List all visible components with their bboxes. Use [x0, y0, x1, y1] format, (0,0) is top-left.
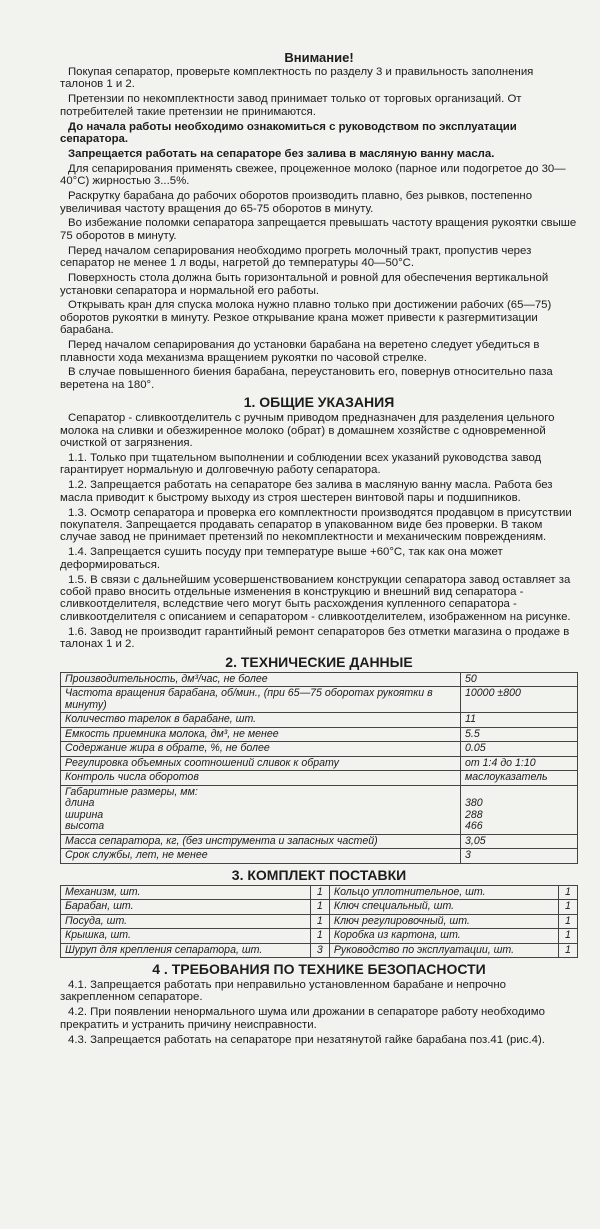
- spec-param: [61, 834, 461, 849]
- section-1-paragraph: 1.3. Осмотр сепаратора и проверка его комплектности производятся продавцом в присутствии покупателя. Запрещается продавать сепаратор в упакованном виде без проверки. В таком случае завод не принимает претензий по некомплектности и механическим повреждениям.: [60, 506, 572, 544]
- delivery-set-table: [60, 885, 578, 959]
- spec-value: маслоуказатель: [461, 771, 578, 786]
- kit-row: [61, 900, 578, 915]
- spec-param: [61, 785, 461, 834]
- attention-paragraph: Перед началом сепарирования до установки барабана на веретено следует убедиться в плавности хода механизма вращением рукоятки по часовой стрелке.: [60, 339, 540, 364]
- spec-sub-value: 380: [465, 797, 483, 810]
- spec-param-label: Масса сепаратора, кг, (без инструмента и запасных частей): [65, 834, 378, 847]
- spec-param: [61, 742, 461, 757]
- attention-paragraph: Для сепарирования применять свежее, процеженное молоко (парное или подогретое до 30—40°С) жирностью 3...5%.: [60, 162, 566, 188]
- spec-param: [61, 672, 461, 687]
- attention-paragraph: Запрещается работать на сепараторе без залива в масляную ванну масла.: [68, 147, 495, 160]
- spec-row: [61, 687, 578, 713]
- kit-quantity: 1: [559, 929, 578, 944]
- kit-quantity: 3: [310, 943, 329, 958]
- kit-item: Ключ специальный, шт.: [329, 900, 558, 915]
- kit-quantity: 1: [559, 900, 578, 915]
- spec-row: [61, 713, 578, 728]
- spec-value: 11: [461, 713, 578, 728]
- kit-item: Посуда, шт.: [61, 914, 311, 929]
- spec-sub-label: высота: [65, 820, 105, 833]
- spec-value: 10000 ±800: [461, 687, 578, 713]
- spec-row: [61, 771, 578, 786]
- kit-item: Шуруп для крепления сепаратора, шт.: [61, 943, 311, 958]
- spec-param: [61, 771, 461, 786]
- spec-value: 3: [461, 849, 578, 864]
- section-1-paragraph: 1.2. Запрещается работать на сепараторе без залива в масляную ванну масла. Работа без масла приводит к быстрому выходу из строя шестерен винтовой пары и подшипников.: [60, 479, 553, 504]
- technical-data-table: [60, 672, 578, 864]
- spec-value: от 1:4 до 1:10: [461, 756, 578, 771]
- kit-item: Коробка из картона, шт.: [329, 929, 558, 944]
- spec-sub-label: ширина: [65, 808, 104, 821]
- section-1-title: 1. ОБЩИЕ УКАЗАНИЯ: [243, 394, 395, 411]
- kit-row: [61, 914, 578, 929]
- kit-quantity: 1: [310, 900, 329, 915]
- section-3-title: 3. КОМПЛЕКТ ПОСТАВКИ: [231, 866, 407, 883]
- spec-param-label: Емкость приемника молока, дм³, не менее: [65, 727, 279, 740]
- section-4-title: 4 . ТРЕБОВАНИЯ ПО ТЕХНИКЕ БЕЗОПАСНОСТИ: [152, 961, 486, 978]
- section-1-paragraph: 1.1. Только при тщательном выполнении и соблюдении всех указаний руководства завод гарантирует нормальную и долговечную работу сепаратора.: [60, 451, 542, 477]
- spec-sub-label: длина: [65, 797, 95, 810]
- kit-quantity: 1: [559, 885, 578, 900]
- spec-row: [61, 756, 578, 771]
- spec-row: [61, 742, 578, 757]
- spec-value: 0.05: [461, 742, 578, 757]
- spec-param-label: Контроль числа оборотов: [65, 771, 199, 784]
- kit-row: [61, 929, 578, 944]
- kit-quantity: 1: [310, 885, 329, 900]
- spec-param-label: Количество тарелок в барабане, шт.: [65, 713, 257, 726]
- attention-paragraph: Претензии по некомплектности завод принимает только от торговых организаций. От потребителей такие претензии не принимаются.: [60, 93, 522, 118]
- section-4-paragraph: 4.1. Запрещается работать при неправильно установленном барабане и непрочно закрепленном сепараторе.: [60, 979, 506, 1004]
- spec-row: [61, 672, 578, 687]
- kit-quantity: 1: [310, 929, 329, 944]
- spec-row: [61, 849, 578, 864]
- spec-value: 5.5: [461, 727, 578, 742]
- spec-param-label: Габаритные размеры, мм:: [65, 785, 198, 798]
- spec-value: 50: [461, 672, 578, 687]
- kit-item: Руководство по эксплуатации, шт.: [329, 943, 558, 958]
- kit-item: Крышка, шт.: [61, 929, 311, 944]
- spec-sub-value: 466: [465, 820, 483, 833]
- spec-param-label: Производительность, дм³/час, не более: [65, 672, 268, 685]
- kit-row: [61, 885, 578, 900]
- spec-row: [61, 834, 578, 849]
- section-4-body: [60, 979, 578, 1046]
- attention-paragraph: В случае повышенного биения барабана, переустановить его, повернув относительно паза веретена на 180°.: [60, 366, 553, 391]
- section-1-paragraph: 1.6. Завод не производит гарантийный ремонт сепараторов без отметки магазина о продаже в талонах 1 и 2.: [60, 625, 570, 651]
- attention-block: [60, 66, 578, 391]
- spec-param: [61, 849, 461, 864]
- spec-param-label: Частота вращения барабана, об/мин., (при 65—75 оборотах рукоятки в минуту): [65, 687, 433, 711]
- attention-paragraph: Поверхность стола должна быть горизонтальной и ровной для обеспечения вертикальной установки сепаратора и нормальной его работы.: [60, 272, 549, 297]
- spec-sub-value: 288: [465, 808, 483, 821]
- kit-item: Ключ регулировочный, шт.: [329, 914, 558, 929]
- attention-paragraph: Перед началом сепарирования необходимо прогреть молочный тракт, пропустив через сепаратор не менее 1 л воды, нагретой до температуры 40—50°С.: [60, 244, 532, 270]
- attention-paragraph: Раскрутку барабана до рабочих оборотов производить плавно, без рывков, постепенно увеличивая частоту вращения до 65-75 оборотов в минуту.: [60, 190, 533, 215]
- spec-param-label: Регулировка объемных соотношений сливок к обрату: [65, 756, 339, 769]
- spec-param: [61, 687, 461, 713]
- attention-paragraph: Покупая сепаратор, проверьте комплектность по разделу 3 и правильность заполнения талонов 1 и 2.: [60, 66, 534, 91]
- attention-paragraph: Открывать кран для спуска молока нужно плавно только при достижении рабочих (65—75) оборотов рукоятки в минуту. Резкое открывание крана может привести к разгермитизации барабана.: [60, 299, 552, 337]
- spec-row: [61, 727, 578, 742]
- attention-title: Внимание!: [284, 50, 354, 65]
- spec-param: [61, 756, 461, 771]
- section-4-paragraph: 4.2. При появлении ненормального шума или дрожании в сепараторе работу необходимо прекратить и устранить причину неисправности.: [60, 1006, 545, 1031]
- kit-item: Кольцо уплотнительное, шт.: [329, 885, 558, 900]
- kit-item: Барабан, шт.: [61, 900, 311, 915]
- section-1-body: [60, 412, 578, 650]
- spec-param: [61, 727, 461, 742]
- section-1-paragraph: 1.4. Запрещается сушить посуду при температуре выше +60°С, так как она может деформироваться.: [60, 546, 503, 571]
- spec-param-label: Срок службы, лет, не менее: [65, 849, 208, 862]
- spec-value: [461, 785, 578, 834]
- spec-param-label: Содержание жира в обрате, %, не более: [65, 742, 270, 755]
- attention-paragraph: Во избежание поломки сепаратора запрещается превышать частоту вращения рукоятки свыше 75 оборотов в минуту.: [60, 217, 577, 242]
- spec-param: [61, 713, 461, 728]
- section-4-paragraph: 4.3. Запрещается работать на сепараторе при незатянутой гайке барабана поз.41 (рис.4).: [68, 1033, 545, 1046]
- kit-item: Механизм, шт.: [61, 885, 311, 900]
- kit-row: [61, 943, 578, 958]
- section-1-paragraph: 1.5. В связи с дальнейшим усовершенствованием конструкции сепаратора завод оставляет за собой право вносить отдельные изменения в конструкцию и внешний вид сепаратора - сливкоотделителя, вследствие чего могут быть расхождения купленного сепаратора - сливкоотделителя с описанием и сепаратором - сливкоотделителем, изображенном на рисунке.: [60, 573, 571, 623]
- section-2-title: 2. ТЕХНИЧЕСКИЕ ДАННЫЕ: [225, 653, 413, 670]
- spec-value: 3,05: [461, 834, 578, 849]
- kit-quantity: 1: [559, 943, 578, 958]
- kit-quantity: 1: [310, 914, 329, 929]
- kit-quantity: 1: [559, 914, 578, 929]
- spec-row: [61, 785, 578, 834]
- attention-paragraph: До начала работы необходимо ознакомиться с руководством по эксплуатации сепаратора.: [60, 120, 517, 146]
- section-1-paragraph: Сепаратор - сливкоотделитель с ручным приводом предназначен для разделения цельного молока на сливки и обезжиренное молоко (обрат) в домашнем хозяйстве с одновременной очисткой от загрязнения.: [60, 412, 555, 450]
